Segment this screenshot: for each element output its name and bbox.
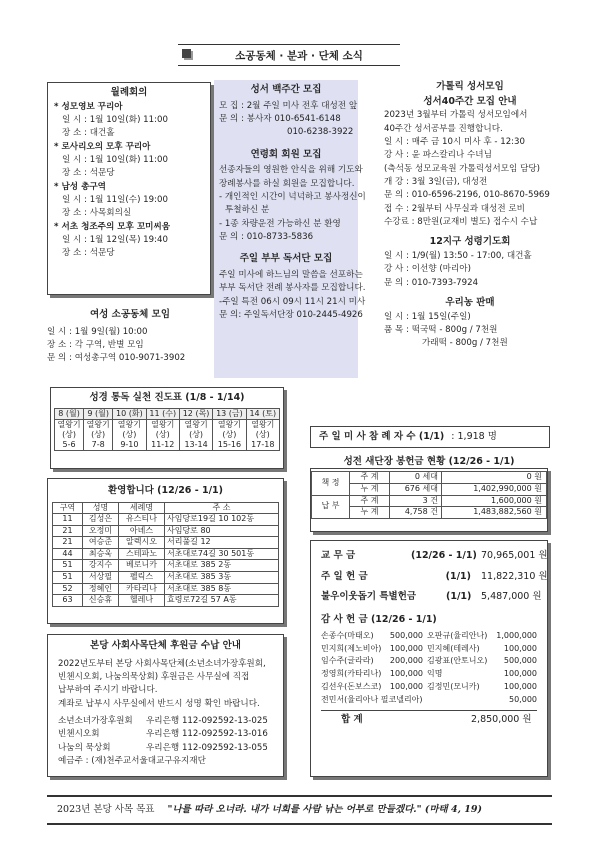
attendance-label: 주 일 미 사 참 례 자 수 (1/1) xyxy=(319,431,445,442)
cell: 카타리나 xyxy=(119,583,165,595)
account-name: 나눔의 묵상회 xyxy=(58,742,111,753)
cell: 서리풀길 12 xyxy=(165,537,279,549)
reading-book: 열왕기 xyxy=(217,419,242,429)
cell: 임수주(글라라) xyxy=(321,656,374,666)
offering-label: 교 무 금 xyxy=(321,550,356,561)
table-row xyxy=(53,525,279,537)
support-box xyxy=(47,634,284,777)
offering-period: (1/1) xyxy=(445,570,471,582)
cell: 100,000 xyxy=(503,682,537,692)
cell: 유스티나 xyxy=(119,514,165,526)
monthly-item xyxy=(54,101,204,141)
cell: 김성은 xyxy=(83,514,119,526)
offering-row xyxy=(321,570,548,585)
support-line: 납부하여 주시기 바랍니다. xyxy=(58,685,158,696)
cell: 여승준 xyxy=(83,537,119,549)
meeting-name: * 성모영보 꾸리아 xyxy=(54,101,123,112)
support-title: 본당 사회사목단체 후원금 수납 안내 xyxy=(90,640,241,651)
lector-line: 부부 독서단 전례 봉사자를 모집합니다. xyxy=(219,283,366,294)
cell: 500,000 xyxy=(389,630,424,640)
header-title: 소공동체 · 분과 · 단체 소식 xyxy=(235,50,363,62)
cell: 헬레나 xyxy=(119,595,165,607)
account-holder: 예금주 : (재)천주교서울대교구유지재단 xyxy=(58,755,206,766)
district-title: 12지구 성령기도회 xyxy=(429,236,511,248)
district-line: 일 시 : 1/9(월) 13:50 - 17:00, 대건홀 xyxy=(384,250,532,261)
noodle-line: 일 시 : 1월 15일(주일) xyxy=(384,311,471,322)
cell: 1,483,882,560 원 xyxy=(442,507,547,519)
noodle-line: 가래떡 - 800g / 7천원 xyxy=(422,338,508,349)
offering-amount: 11,822,310 원 xyxy=(481,570,548,582)
cell: 100,000 xyxy=(389,682,424,692)
total-label: 합 계 xyxy=(341,713,363,725)
reading-book: 열왕기 xyxy=(86,419,110,429)
cell: 익명 xyxy=(427,669,443,679)
women-place: 장 소 : 각 구역, 반별 모임 xyxy=(47,340,144,351)
meeting-place: 장 소 : 대건홀 xyxy=(62,128,115,139)
reading-day: 13 (금) xyxy=(213,408,246,419)
table-row xyxy=(53,537,279,549)
cell: 21 xyxy=(53,525,83,537)
reading-table xyxy=(54,408,280,451)
reading-cell xyxy=(179,419,212,450)
reading-day: 11 (수) xyxy=(146,408,179,419)
building-fund-box xyxy=(310,456,548,532)
bible-section xyxy=(384,80,556,351)
cell: 51 xyxy=(53,560,83,572)
cell: 100,000 xyxy=(503,669,537,679)
cell: 오판규(율리안나) xyxy=(427,630,488,640)
building-fund-title: 성전 새단장 봉헌금 현황 (12/26 - 1/1) xyxy=(343,456,515,467)
table-row xyxy=(53,583,279,595)
altar-line: 문 의 : 봉사자 010-6541-6148 xyxy=(219,114,341,125)
table-row xyxy=(321,655,537,668)
cell: 전민서(율리아나 필코넬리아) xyxy=(321,694,423,704)
footer-bar xyxy=(47,795,552,825)
cell: 손종수(마태오) xyxy=(321,630,374,640)
reading-range: 5-6 xyxy=(62,439,76,449)
total-row xyxy=(321,713,537,728)
cell: 서상필 xyxy=(83,572,119,584)
cell: 100,000 xyxy=(503,643,537,653)
cell: 스테파노 xyxy=(119,548,165,560)
altar-line: 모 집 : 2월 주일 미사 전후 대성전 앞 xyxy=(219,100,358,111)
reading-range: 11-12 xyxy=(151,439,175,449)
reading-cell xyxy=(246,419,279,450)
middle-column xyxy=(214,80,366,378)
total-divider xyxy=(321,710,537,711)
cell: 1,402,990,000 원 xyxy=(442,483,547,495)
cell: 서초대로 385 8동 xyxy=(165,583,279,595)
altar-title: 성서 백주간 모집 xyxy=(250,84,322,95)
prayer-line: 투철하신 분 xyxy=(225,205,270,216)
prayer-title: 연령회 회원 모집 xyxy=(250,148,322,160)
bible-line: 일 시 : 매주 금 10시 미사 후 - 12:30 xyxy=(384,137,525,148)
total-amount: 2,850,000 원 xyxy=(471,713,532,725)
reading-cell xyxy=(113,419,146,450)
reading-vol: (상) xyxy=(255,429,270,439)
account-row xyxy=(58,728,273,741)
account-row xyxy=(58,742,273,755)
monthly-item xyxy=(54,141,204,181)
welcome-box xyxy=(47,478,284,624)
cell: 오정미 xyxy=(83,525,119,537)
meeting-name: * 서초 청조주의 모후 꼬미씨움 xyxy=(54,221,171,232)
reading-range: 9-10 xyxy=(120,439,139,449)
table-row xyxy=(53,572,279,584)
offering-row xyxy=(321,590,542,605)
cell: 100,000 xyxy=(389,643,424,653)
reading-box xyxy=(50,387,284,469)
table-row xyxy=(321,694,537,707)
cell: 누 계 xyxy=(350,507,390,519)
reading-range: 13-14 xyxy=(184,439,208,449)
reading-book: 열왕기 xyxy=(184,419,208,429)
reading-cell xyxy=(146,419,179,450)
cell: 서초대로 385 2동 xyxy=(165,560,279,572)
women-section xyxy=(47,308,213,366)
lector-line: 주일 미사에 하느님의 말씀을 선포하는 xyxy=(219,269,363,280)
monthly-item xyxy=(54,181,204,221)
monthly-item xyxy=(54,221,204,261)
offering-amount: 5,487,000 원 xyxy=(481,591,542,603)
cell: 1,600,000 원 xyxy=(442,495,547,507)
reading-range: 7-8 xyxy=(91,439,105,449)
thanks-table xyxy=(321,630,537,707)
meeting-place: 장 소 : 석문당 xyxy=(62,248,115,259)
offering-period: (12/26 - 1/1) xyxy=(411,550,477,561)
reading-cell xyxy=(55,419,84,450)
fund-group: 납 부 xyxy=(312,495,350,519)
reading-range: 17-18 xyxy=(251,439,275,449)
reading-book: 열왕기 xyxy=(251,419,275,429)
table-row xyxy=(312,472,547,484)
cell: 50,000 xyxy=(509,694,537,704)
prayer-line: 장례봉사를 하실 회원을 모집합니다. xyxy=(219,178,355,189)
support-line: 계좌로 납부시 사무실에서 반드시 성명 확인 바랍니다. xyxy=(58,698,260,709)
offering-box xyxy=(310,540,548,777)
reading-title: 성경 통독 실천 진도표 (1/8 - 1/14) xyxy=(89,392,245,403)
cell: 52 xyxy=(53,583,83,595)
table-row xyxy=(321,643,537,656)
reading-book: 열왕기 xyxy=(151,419,175,429)
lector-line: 문 의: 주일독서단장 010-2445-4926 xyxy=(219,309,363,320)
lector-title: 주일 부부 독서단 모집 xyxy=(239,253,333,265)
noodle-line: 품 목 : 떡국떡 - 800g / 7천원 xyxy=(384,324,498,335)
cell: 200,000 xyxy=(389,656,424,666)
noodle-title: 우리농 판매 xyxy=(445,296,495,308)
reading-cell xyxy=(213,419,246,450)
cell: 11 xyxy=(53,514,83,526)
prayer-line: 선종자들의 영원한 안식을 위해 기도와 xyxy=(219,165,363,176)
offering-period: (1/1) xyxy=(446,591,472,603)
welcome-header: 주 소 xyxy=(165,502,279,514)
meeting-place: 장 소 : 석문당 xyxy=(62,168,115,179)
cell: 0 원 xyxy=(442,472,547,484)
welcome-title: 환영합니다 (12/26 - 1/1) xyxy=(107,485,224,496)
meeting-place: 장 소 : 사목회의실 xyxy=(62,208,132,219)
account-number: 우리은행 112-092592-13-016 xyxy=(146,729,268,740)
reading-vol: (상) xyxy=(155,429,170,439)
altar-line: 010-6238-3922 xyxy=(287,127,354,138)
cell: 676 세대 xyxy=(390,483,442,495)
account-name: 빈첸시오회 xyxy=(58,729,100,740)
cell: 강지수 xyxy=(83,560,119,572)
table-row xyxy=(53,548,279,560)
cell: 효령로72길 57 A동 xyxy=(165,595,279,607)
building-fund-table xyxy=(311,471,547,519)
cell: 민지희(제노비아) xyxy=(321,643,382,653)
cell: 누 계 xyxy=(350,483,390,495)
meeting-time: 일 시 : 1월 12일(목) 19:40 xyxy=(62,234,168,245)
reading-vol: (상) xyxy=(122,429,137,439)
thanks-title: 감 사 헌 금 (12/26 - 1/1) xyxy=(321,614,437,626)
offering-label: 주 일 헌 금 xyxy=(321,570,368,582)
cell: 알렉시오 xyxy=(119,537,165,549)
reading-day: 12 (목) xyxy=(179,408,212,419)
cell: 500,000 xyxy=(503,656,537,666)
cell: 4,758 건 xyxy=(390,507,442,519)
reading-vol: (상) xyxy=(189,429,204,439)
bible-line: 수강료 : 8만원(교재비 별도) 접수시 수납 xyxy=(384,216,538,227)
cell: 0 세대 xyxy=(390,472,442,484)
account-name: 소년소녀가장후원회 xyxy=(58,715,133,726)
cell: 서초대로 385 3동 xyxy=(165,572,279,584)
bible-line: 강 사 : 윤 파스칼리나 수녀님 xyxy=(384,150,492,161)
prayer-line: - 1종 차량운전 가능하신 분 환영 xyxy=(219,218,341,229)
cell: 사임당로19길 10 102동 xyxy=(165,514,279,526)
bible-line: 2023년 3월부터 가톨릭 성서모임에서 xyxy=(384,110,528,121)
cell: 펠릭스 xyxy=(119,572,165,584)
meeting-time: 일 시 : 1월 10일(화) 11:00 xyxy=(62,115,168,126)
welcome-header: 구역 xyxy=(53,502,83,514)
attendance-value: : 1,918 명 xyxy=(451,431,497,442)
reading-day: 14 (토) xyxy=(246,408,279,419)
reading-vol: (상) xyxy=(62,429,77,439)
footer-motto: "나를 따라 오너라. 내가 너희를 사람 낚는 어부로 만들겠다." (마태 4, 19) xyxy=(167,804,482,815)
attendance-box xyxy=(310,426,550,448)
reading-range: 15-16 xyxy=(217,439,242,449)
cell: 신승휴 xyxy=(83,595,119,607)
bible-line: 문 의 : 010-6596-2196, 010-8670-5969 xyxy=(384,190,550,201)
bible-title: 가톨릭 성서모임 xyxy=(436,81,504,92)
cell: 정영희(카타리나) xyxy=(321,669,382,679)
cell: 44 xyxy=(53,548,83,560)
reading-day: 8 (월) xyxy=(55,408,84,419)
footer-motto-label: 2023년 본당 사목 목표 xyxy=(57,804,155,815)
cell: 민지혜(테레사) xyxy=(427,643,480,653)
bible-line: 개 강 : 3월 3일(금), 대성전 xyxy=(384,177,488,187)
table-row xyxy=(53,595,279,607)
cell: 서초대로74길 30 501동 xyxy=(165,548,279,560)
cell: 최승욱 xyxy=(83,548,119,560)
reading-book: 열왕기 xyxy=(57,419,81,429)
bible-line: 40주간 성서공부를 진행합니다. xyxy=(384,123,503,134)
cell: 주 계 xyxy=(350,495,390,507)
cell: 김정민(모니카) xyxy=(427,682,480,692)
cell: 베로니카 xyxy=(119,560,165,572)
reading-vol: (상) xyxy=(91,429,106,439)
cell: 63 xyxy=(53,595,83,607)
welcome-table xyxy=(52,502,279,607)
cell: 김선우(돈보스코) xyxy=(321,682,382,692)
bible-line: (측석동 성모교육원 가톨릭성서모임 담당) xyxy=(384,163,541,174)
bible-line: 접 수 : 2월부터 사무실과 대성전 로비 xyxy=(384,203,525,214)
cell: 1,000,000 xyxy=(496,630,537,640)
prayer-line: - 개인적인 시간이 넉넉하고 봉사정신이 xyxy=(219,192,366,202)
table-row xyxy=(312,495,547,507)
cell: 3 건 xyxy=(390,495,442,507)
cell: 51 xyxy=(53,572,83,584)
table-row xyxy=(53,514,279,526)
lector-line: -주일 특전 06시 09시 11시 21시 미사 xyxy=(219,296,366,307)
account-row xyxy=(58,715,273,728)
women-time: 일 시 : 1월 9일(월) 10:00 xyxy=(47,326,148,337)
offering-label: 불우이웃돕기 특별헌금 xyxy=(321,591,417,603)
prayer-line: 문 의 : 010-8733-5836 xyxy=(219,231,314,242)
meeting-time: 일 시 : 1월 11일(수) 19:00 xyxy=(62,194,168,205)
reading-day: 10 (화) xyxy=(113,408,146,419)
cell: 정혜인 xyxy=(83,583,119,595)
cell: 21 xyxy=(53,537,83,549)
cell: 김광표(안토니오) xyxy=(427,656,488,666)
table-row xyxy=(53,560,279,572)
welcome-header: 성명 xyxy=(83,502,119,514)
women-title: 여성 소공동체 모임 xyxy=(89,309,171,320)
monthly-meeting-box xyxy=(47,82,211,295)
table-row xyxy=(321,630,537,643)
monthly-title: 월례회의 xyxy=(110,87,148,98)
women-contact: 문 의 : 여성총구역 010-9071-3902 xyxy=(47,353,186,364)
header-marker xyxy=(182,49,191,58)
support-line: 2022년도부터 본당 사회사목단체(소년소녀가장후원회, xyxy=(58,658,266,669)
meeting-name: * 남성 총구역 xyxy=(54,181,106,192)
cell: 주 계 xyxy=(350,472,390,484)
table-row xyxy=(321,668,537,681)
district-line: 강 사 : 이선향 (마리아) xyxy=(384,264,471,275)
offering-amount: 70,965,001 원 xyxy=(481,550,548,561)
table-row xyxy=(321,681,537,694)
cell: 100,000 xyxy=(389,669,424,679)
support-line: 빈첸시오회, 나눔의묵상회) 후원금은 사무실에 직접 xyxy=(58,672,250,683)
meeting-name: * 로사리오의 모후 꾸리아 xyxy=(54,141,151,152)
meeting-time: 일 시 : 1월 10일(화) 11:00 xyxy=(62,154,168,165)
account-number: 우리은행 112-092592-13-055 xyxy=(146,742,268,753)
cell: 사임당로 80 xyxy=(165,525,279,537)
reading-vol: (상) xyxy=(222,429,237,439)
reading-day: 9 (월) xyxy=(84,408,113,419)
welcome-header: 세례명 xyxy=(119,502,165,514)
account-number: 우리은행 112-092592-13-025 xyxy=(146,715,268,726)
offering-row xyxy=(321,549,548,564)
bible-subtitle: 성서40주간 모집 안내 xyxy=(423,95,517,107)
reading-book: 열왕기 xyxy=(117,419,141,429)
district-line: 문 의 : 010-7393-7924 xyxy=(384,277,479,288)
header-bar xyxy=(178,44,400,66)
cell: 아녜스 xyxy=(119,525,165,537)
fund-group: 책 정 xyxy=(312,472,350,496)
reading-cell xyxy=(84,419,113,450)
